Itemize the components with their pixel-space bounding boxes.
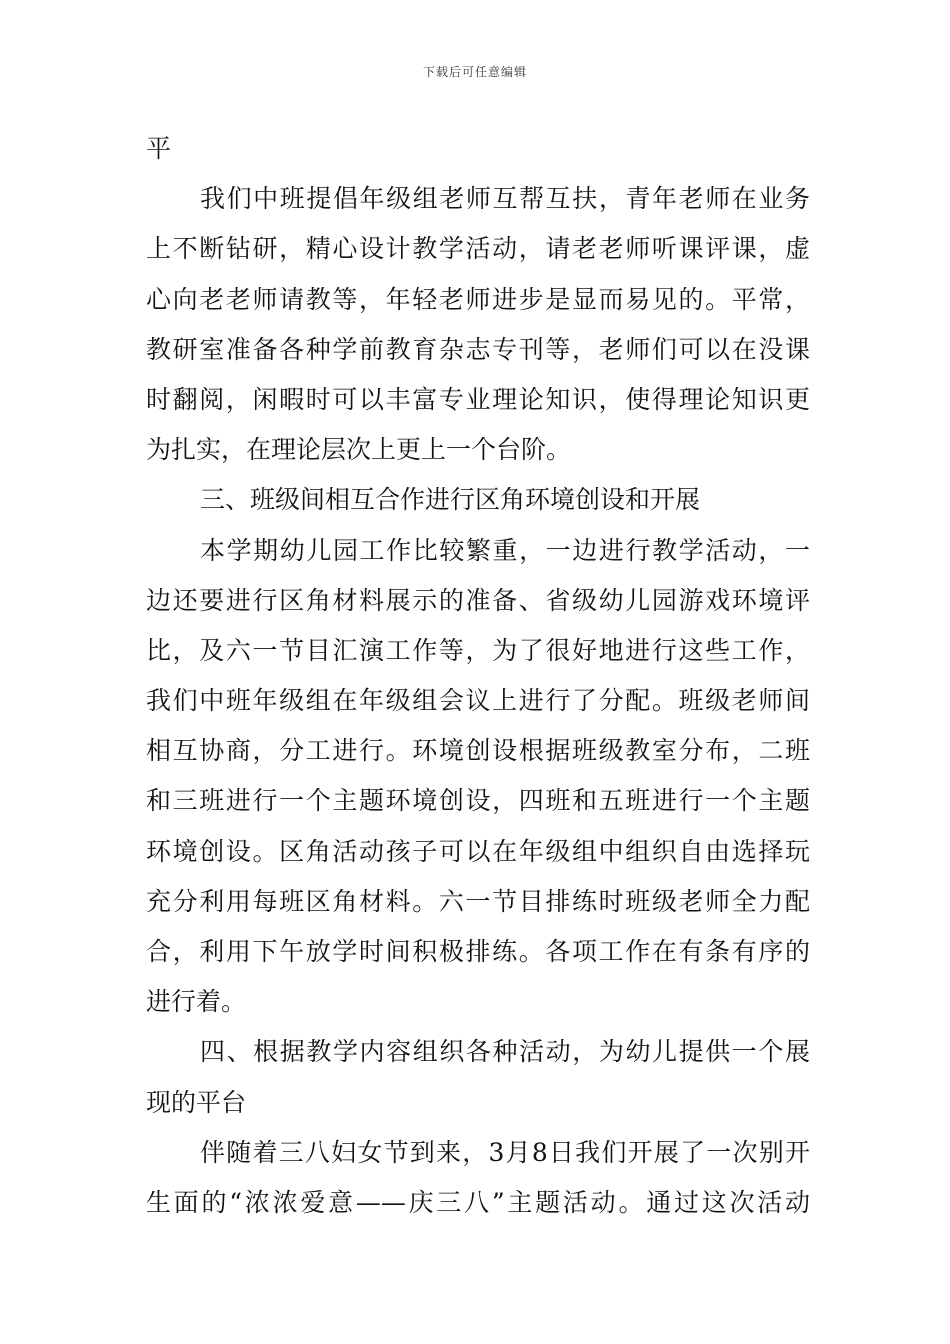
text-line: 合，利用下午放学时间积极排练。各项工作在有条有序的	[146, 937, 810, 966]
text-line: 环境创设。区角活动孩子可以在年级组中组织自由选择玩	[146, 836, 810, 866]
text-line: 我们中班提倡年级组老师互帮互扶，青年老师在业务	[200, 184, 810, 214]
text-line: 为扎实，在理论层次上更上一个台阶。	[146, 435, 572, 465]
text-line: 相互协商，分工进行。环境创设根据班级教室分布，二班	[146, 736, 810, 766]
text-line: 时翻阅，闲暇时可以丰富专业理论知识，使得理论知识更	[146, 384, 810, 414]
text-line: 上不断钻研，精心设计教学活动，请老老师听课评课，虚	[146, 234, 810, 264]
text-line: 本学期幼儿园工作比较繁重，一边进行教学活动，一	[200, 535, 810, 565]
text-line: 现的平台	[146, 1087, 247, 1117]
text-line: 伴随着三八妇女节到来，3月8日我们开展了一次别开	[200, 1137, 810, 1167]
text-line: 心向老老师请教等，年轻老师进步是显而易见的。平常，	[146, 284, 810, 314]
text-line: 三、班级间相互合作进行区角环境创设和开展	[200, 485, 701, 515]
text-line: 进行着。	[146, 987, 247, 1017]
document-body	[146, 124, 810, 1228]
text-line: 比，及六一节目汇演工作等，为了很好地进行这些工作，	[146, 635, 810, 665]
text-line: 和三班进行一个主题环境创设，四班和五班进行一个主题	[146, 786, 810, 816]
text-line: 我们中班年级组在年级组会议上进行了分配。班级老师间	[146, 686, 810, 716]
text-line: 平	[146, 134, 172, 163]
text-line: 边还要进行区角材料展示的准备、省级幼儿园游戏环境评	[146, 585, 810, 615]
text-line: 生面的“浓浓爱意——庆三八”主题活动。通过这次活动	[146, 1187, 810, 1217]
text-line: 教研室准备各种学前教育杂志专刊等，老师们可以在没课	[146, 334, 810, 364]
text-line: 充分利用每班区角材料。六一节目排练时班级老师全力配	[146, 886, 810, 916]
page-header: 下载后可任意编辑	[422, 65, 527, 79]
text-line: 四、根据教学内容组织各种活动，为幼儿提供一个展	[200, 1037, 810, 1067]
